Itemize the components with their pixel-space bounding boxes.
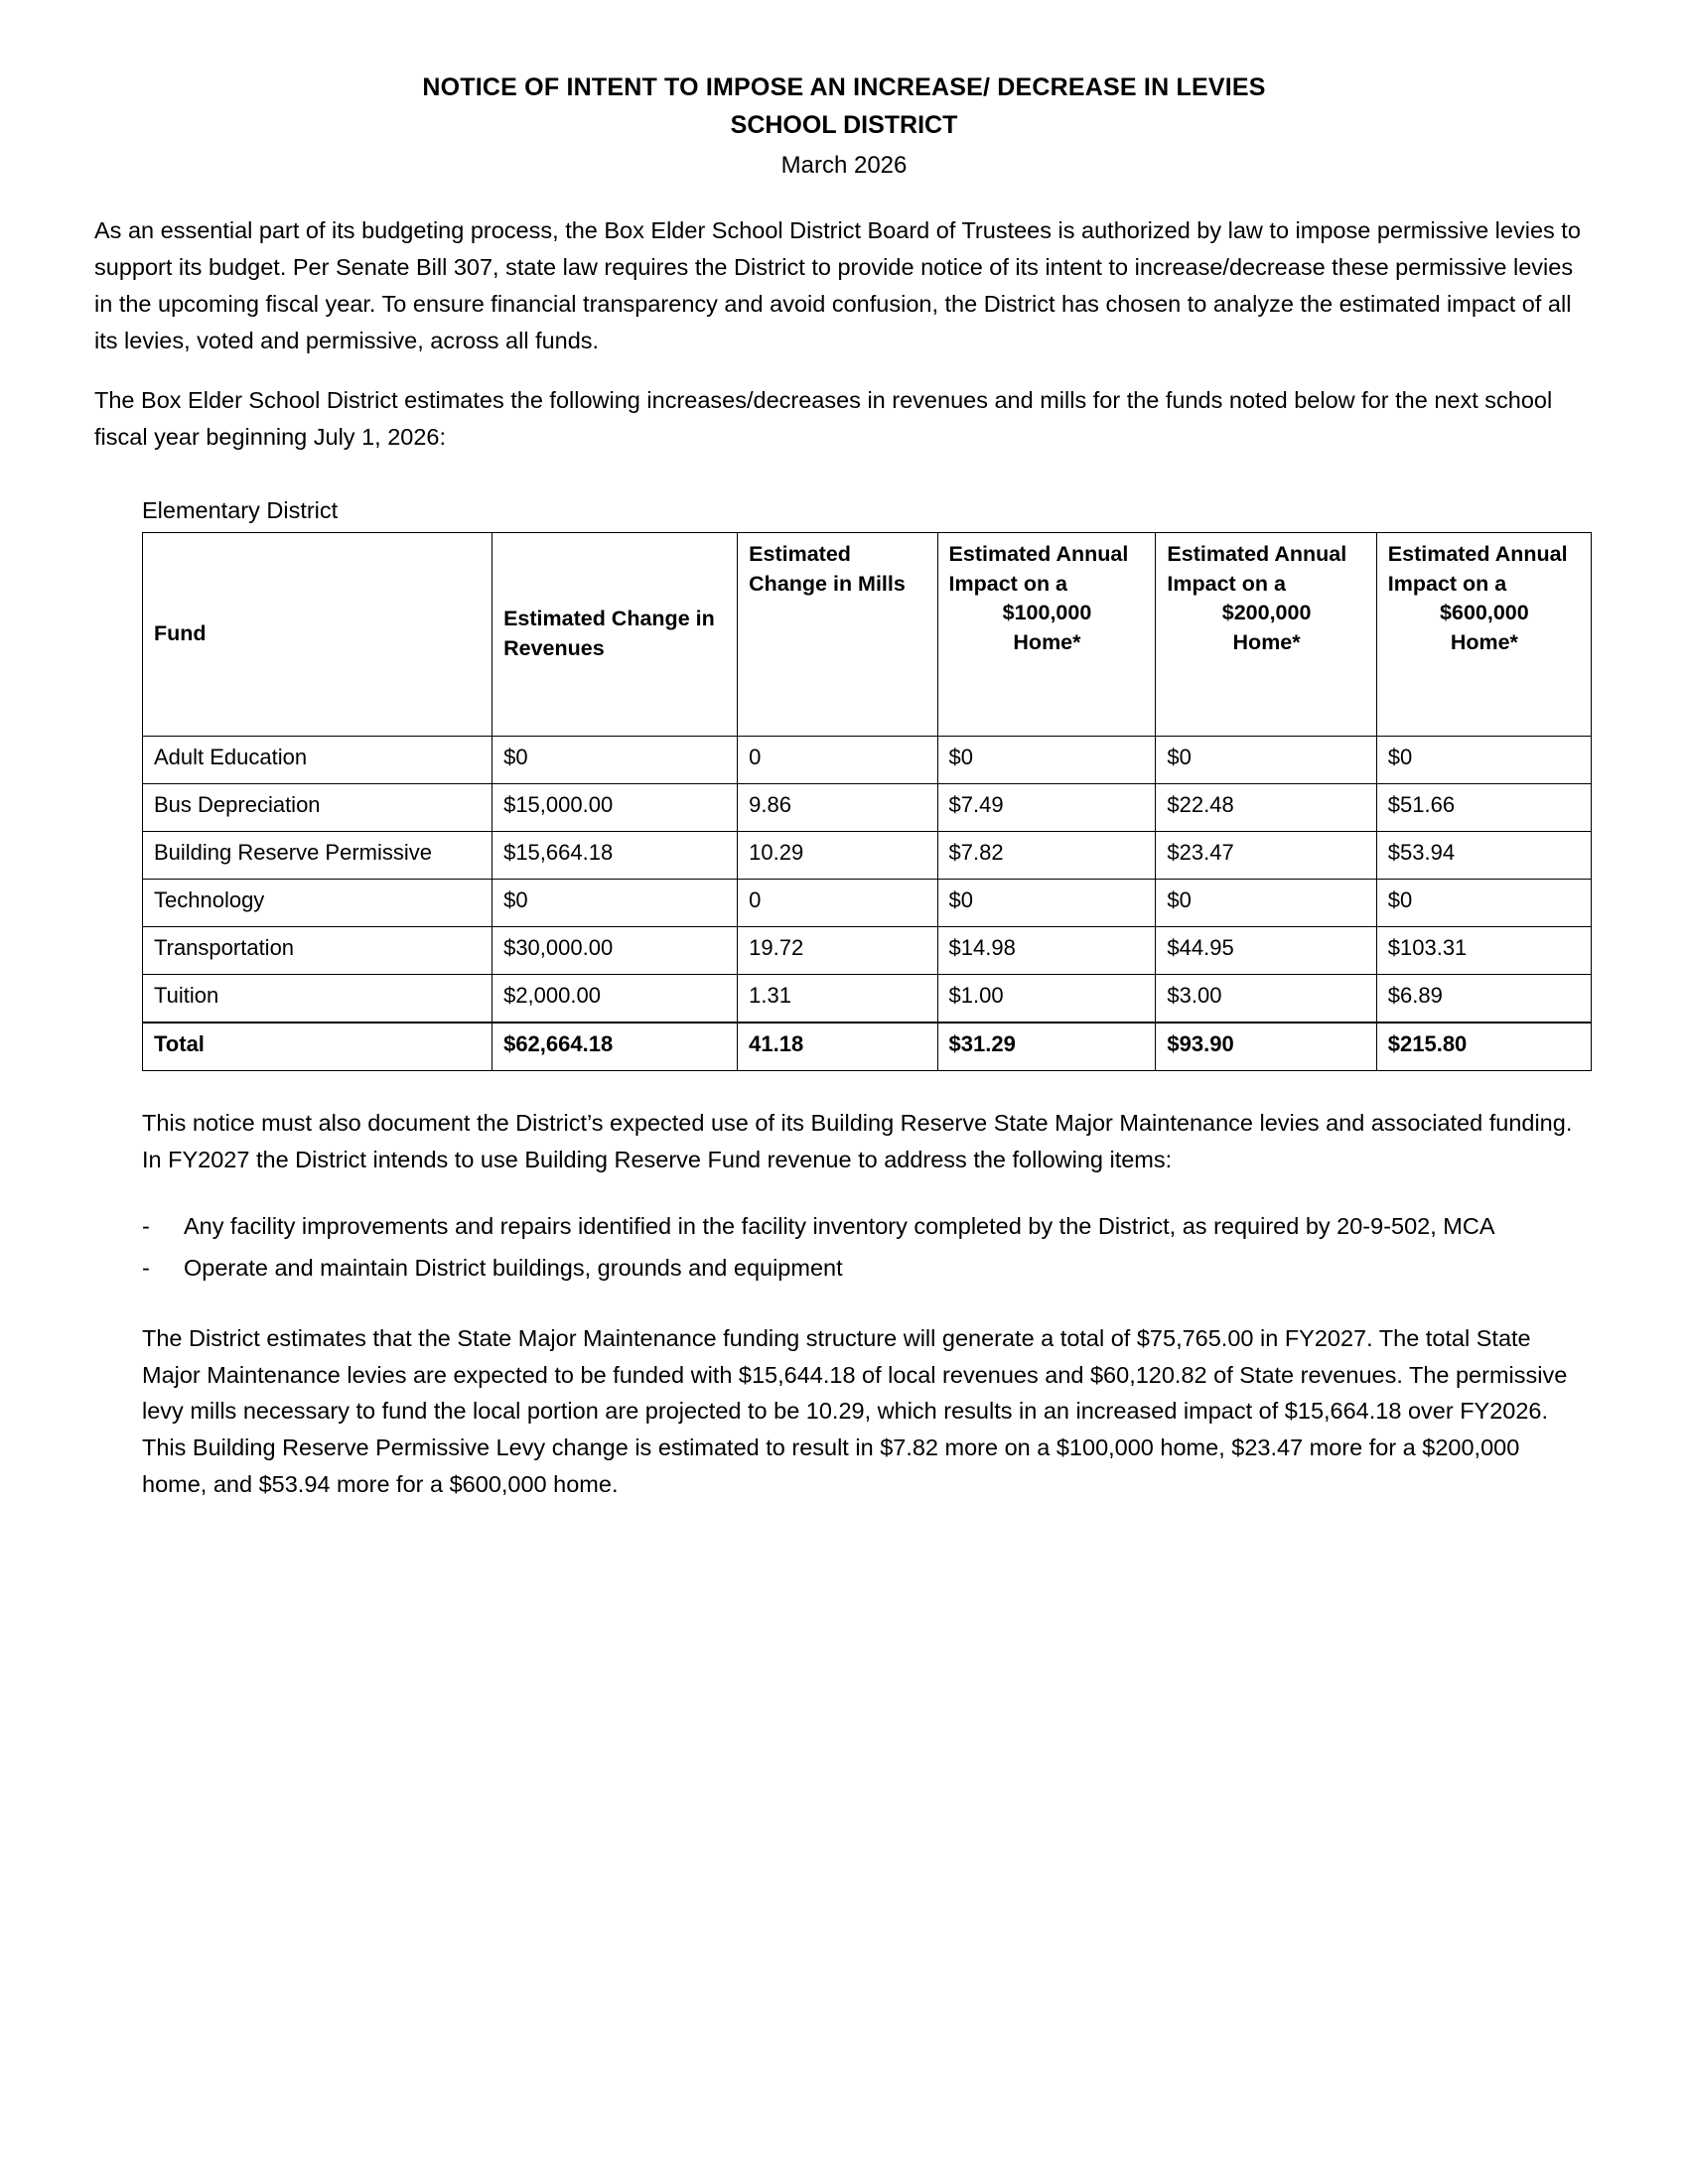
page-title: NOTICE OF INTENT TO IMPOSE AN INCREASE/ DECREASE IN LEVIES (422, 73, 1266, 101)
list-item (142, 1208, 1594, 1244)
cell-home200k: $22.48 (1156, 783, 1376, 831)
cell-revenues: $15,664.18 (492, 831, 738, 879)
column-header-fund: Fund (143, 532, 492, 736)
cell-total-revenues: $62,664.18 (492, 1023, 738, 1071)
levy-table (142, 532, 1592, 1071)
impact-600k-line3: Impact on a (1387, 571, 1507, 596)
cell-home100k: $1.00 (937, 974, 1156, 1023)
cell-home100k: $0 (937, 879, 1156, 926)
list-item (142, 1250, 1594, 1286)
cell-home200k: $44.95 (1156, 926, 1376, 974)
impact-200k-line2: Annual Impact (1167, 541, 1347, 596)
column-header-estimated-change-revenues: Estimated Change in Revenues (492, 532, 738, 736)
document-date: March 2026 (780, 151, 908, 179)
dash-marker: - (142, 1212, 150, 1239)
cell-home600k: $6.89 (1376, 974, 1591, 1023)
impact-200k-line1: Estimated (1167, 541, 1270, 566)
cell-mills: 1.31 (738, 974, 937, 1023)
cell-revenues: $0 (492, 736, 738, 783)
cell-fund: Adult Education (143, 736, 492, 783)
cell-home100k: $14.98 (937, 926, 1156, 974)
column-header-impact-200k (1156, 532, 1376, 736)
cell-home600k: $103.31 (1376, 926, 1591, 974)
cell-home100k: $7.82 (937, 831, 1156, 879)
intended-use-list (94, 1208, 1594, 1287)
table-header (143, 532, 1592, 736)
impact-100k-line2: Annual Impact (948, 541, 1129, 596)
impact-600k-line5: Home* (1450, 629, 1518, 654)
cell-fund: Bus Depreciation (143, 783, 492, 831)
impact-200k-line4: $200,000 (1221, 601, 1312, 625)
cell-mills: 9.86 (738, 783, 937, 831)
cell-mills: 10.29 (738, 831, 937, 879)
cell-revenues: $0 (492, 879, 738, 926)
impact-100k-line1: Estimated (948, 541, 1052, 566)
cell-home200k: $23.47 (1156, 831, 1376, 879)
cell-revenues: $15,000.00 (492, 783, 738, 831)
table-row (143, 879, 1592, 926)
cell-home100k: $0 (937, 736, 1156, 783)
column-header-estimated-change-mills: Estimated Change in Mills (738, 532, 937, 736)
cell-home600k: $0 (1376, 736, 1591, 783)
column-header-impact-600k (1376, 532, 1591, 736)
table-row (143, 831, 1592, 879)
cell-home200k: $0 (1156, 879, 1376, 926)
cell-revenues: $30,000.00 (492, 926, 738, 974)
document-title-block (94, 71, 1594, 185)
cell-mills: 0 (738, 736, 937, 783)
cell-fund: Technology (143, 879, 492, 926)
intro-paragraph: As an essential part of its budgeting process, the Box Elder School District Board of Trustees is authorized by law to impose permissive levies to support its budget. Per Senate Bill 307, state law requires the District to provide notice of its intent to increase/decrease these permissive levies in the upcoming fiscal year. To ensure financial transparency and avoid confusion, the District has chosen to analyze the estimated impact of all its levies, voted and permissive, across all funds. (94, 217, 1581, 353)
impact-600k-line2: Annual (1494, 541, 1568, 566)
table-total-row (143, 1023, 1592, 1071)
impact-100k-line4: $100,000 (1002, 601, 1092, 625)
cell-home200k: $0 (1156, 736, 1376, 783)
column-header-impact-100k (937, 532, 1156, 736)
cell-home600k: $53.94 (1376, 831, 1591, 879)
table-row (143, 736, 1592, 783)
impact-100k-line5: Home* (1013, 629, 1081, 654)
cell-total-home200k: $93.90 (1156, 1023, 1376, 1071)
dash-marker: - (142, 1255, 150, 1282)
impact-200k-line3: on a (1241, 571, 1286, 596)
cell-fund: Transportation (143, 926, 492, 974)
cell-total-home100k: $31.29 (937, 1023, 1156, 1071)
table-row (143, 926, 1592, 974)
cell-home600k: $51.66 (1376, 783, 1591, 831)
impact-100k-line3: on a (1023, 571, 1068, 596)
impact-600k-line1: Estimated (1387, 541, 1490, 566)
cell-home200k: $3.00 (1156, 974, 1376, 1023)
cell-revenues: $2,000.00 (492, 974, 738, 1023)
list-item-label: Operate and maintain District buildings, grounds and equipment (184, 1255, 843, 1282)
table-header-row (143, 532, 1592, 736)
table-body (143, 736, 1592, 1070)
second-paragraph: The Box Elder School District estimates the following increases/decreases in revenues and mills for the funds noted below for the next school fiscal year beginning July 1, 2026: (94, 387, 1553, 451)
cell-fund: Building Reserve Permissive (143, 831, 492, 879)
cell-home600k: $0 (1376, 879, 1591, 926)
cell-home100k: $7.49 (937, 783, 1156, 831)
cell-total-label: Total (143, 1023, 492, 1071)
cell-total-home600k: $215.80 (1376, 1023, 1591, 1071)
page-subtitle: SCHOOL DISTRICT (730, 110, 958, 139)
cell-mills: 0 (738, 879, 937, 926)
cell-total-mills: 41.18 (738, 1023, 937, 1071)
cell-mills: 19.72 (738, 926, 937, 974)
impact-200k-line5: Home* (1232, 629, 1301, 654)
table-row (143, 783, 1592, 831)
list-item-label: Any facility improvements and repairs identified in the facility inventory completed by the District, as required by 20-9-502, MCA (184, 1212, 1495, 1239)
impact-600k-line4: $600,000 (1440, 601, 1529, 625)
cell-fund: Tuition (143, 974, 492, 1023)
table-row (143, 974, 1592, 1023)
table-caption: Elementary District (142, 496, 339, 523)
closing-paragraph: The District estimates that the State Major Maintenance funding structure will generate a total of $75,765.00 in FY2027. The total State Major Maintenance levies are expected to be funded with $15,644.18 of local revenues and $60,120.82 of State revenues. The permissive levy mills necessary to fund the local portion are projected to be 10.29, which results in an increased impact of $15,664.18 over FY2026. This Building Reserve Permissive Levy change is estimated to result in $7.82 more on a $100,000 home, $23.47 more for a $200,000 home, and $53.94 more for a $600,000 home. (142, 1324, 1568, 1498)
building-reserve-paragraph: This notice must also document the District’s expected use of its Building Reserve State Major Maintenance levies and associated funding. In FY2027 the District intends to use Building Reserve Fund revenue to address the following items: (142, 1109, 1573, 1172)
